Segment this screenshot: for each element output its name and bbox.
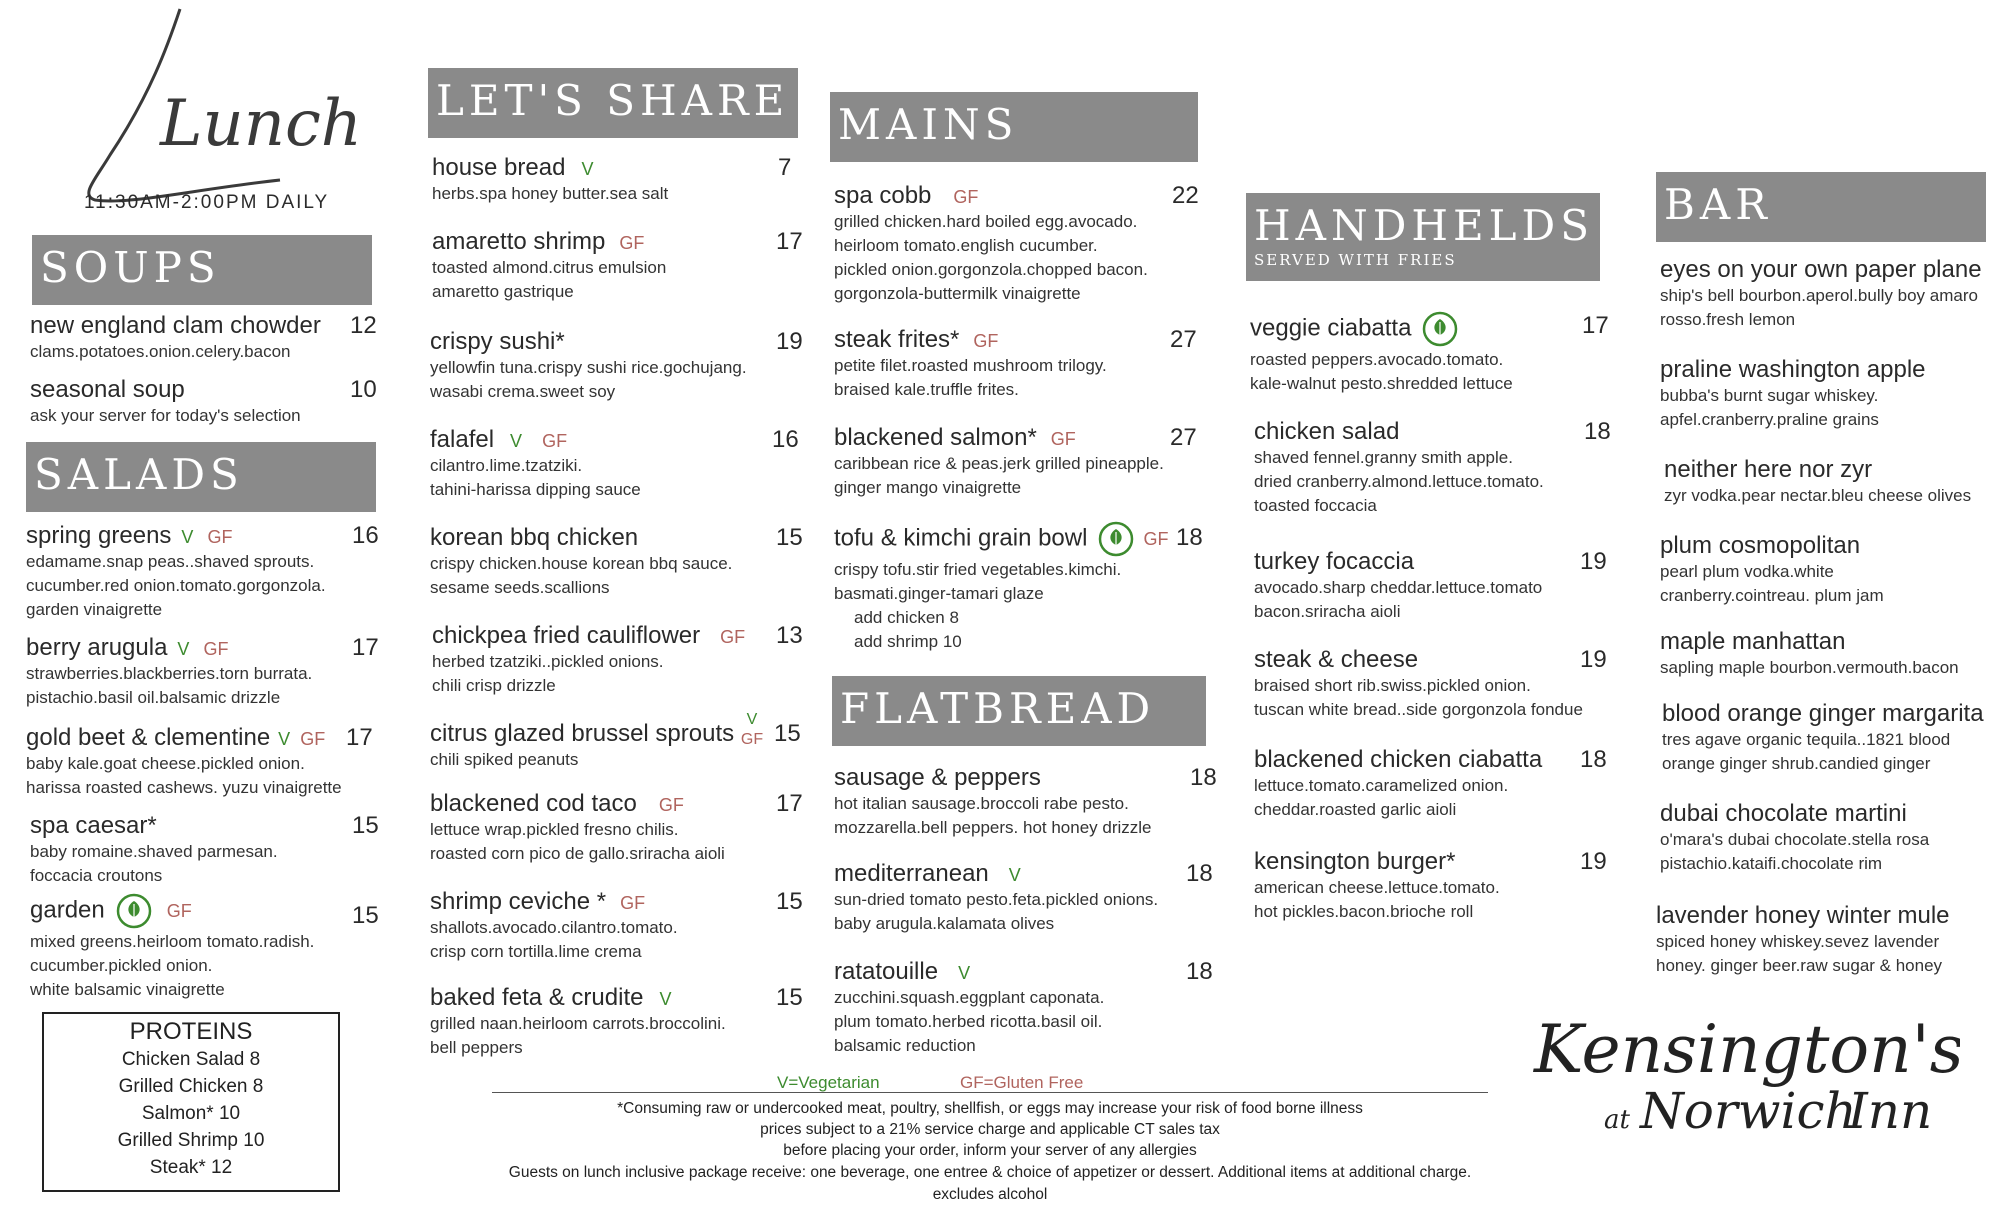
section-title: MAINS (838, 100, 1019, 149)
item-price: 19 (1580, 848, 1607, 875)
section-title: SALADS (34, 450, 244, 499)
item-desc: roasted corn pico de gallo.sriracha aioli (430, 844, 725, 863)
protein-item: Steak* 12 (149, 1157, 233, 1178)
item-desc: herbs.spa honey butter.sea salt (432, 184, 669, 203)
item-price: 13 (776, 622, 803, 649)
item-desc: basmati.ginger-tamari glaze (834, 584, 1044, 603)
brussel-sprouts-tags (740, 710, 764, 750)
item-desc: lettuce.tomato.caramelized onion. (1254, 776, 1509, 795)
item-desc: pistachio.basil oil.balsamic drizzle (26, 688, 281, 707)
menu-item-soup (30, 312, 321, 364)
item-desc: clams.potatoes.onion.celery.bacon (30, 342, 291, 361)
menu-item-soup (30, 376, 301, 428)
item-name: plum cosmopolitan (1660, 532, 1861, 559)
vegan-icon (1421, 310, 1459, 348)
menu-item-share (432, 622, 745, 698)
item-desc: yellowfin tuna.crispy sushi rice.gochujang. (430, 358, 747, 377)
brand-line2-at: at (1604, 1105, 1630, 1135)
item-desc: kale-walnut pesto.shredded lettuce (1250, 374, 1513, 393)
proteins-box (42, 1012, 340, 1192)
menu-item-main (834, 424, 1164, 500)
menu-item-handheld (1254, 418, 1544, 518)
item-name-text: spring greens (26, 522, 172, 549)
item-price: 18 (1580, 746, 1607, 773)
menu-item-share (430, 984, 726, 1060)
item-name: seasonal soup (30, 376, 185, 403)
item-name-text: falafel (430, 426, 495, 453)
item-name (26, 522, 326, 550)
item-desc: herbed tzatziki..pickled onions. (432, 652, 664, 671)
item-price: 19 (776, 328, 803, 355)
item-name-text: shrimp ceviche * (430, 888, 607, 915)
menu-item-share (430, 524, 732, 600)
item-desc: hot italian sausage.broccoli rabe pesto. (834, 794, 1129, 813)
item-desc: roasted peppers.avocado.tomato. (1250, 350, 1504, 369)
gluten-free-tag: GF (203, 639, 229, 659)
item-name-text: veggie ciabatta (1250, 314, 1412, 342)
legend-vegetarian: V=Vegetarian (777, 1073, 880, 1092)
vegan-icon (1097, 520, 1135, 558)
menu-item-share (432, 228, 666, 304)
item-price: 22 (1172, 182, 1199, 209)
item-name: praline washington apple (1660, 356, 1926, 383)
item-desc: pearl plum vodka.white (1660, 562, 1834, 581)
item-desc: bubba's burnt sugar whiskey. (1660, 386, 1879, 405)
menu-item-salad (26, 634, 312, 710)
item-name (834, 958, 1104, 986)
item-name (432, 228, 666, 256)
gluten-free-tag: GF (620, 893, 646, 913)
gluten-free-tag: GF (619, 233, 645, 253)
menu-item-flatbread (834, 958, 1104, 1058)
item-price: 15 (352, 902, 379, 929)
item-name (430, 426, 641, 454)
item-desc: harissa roasted cashews. yuzu vinaigrette (26, 778, 342, 797)
gluten-free-tag: GF (1143, 529, 1169, 550)
item-price: 15 (352, 812, 379, 839)
footer-line: prices subject to a 21% service charge and applicable CT sales tax (760, 1121, 1220, 1138)
item-desc: braised short rib.swiss.pickled onion. (1254, 676, 1531, 695)
item-name (432, 154, 668, 182)
item-price: 19 (1580, 548, 1607, 575)
item-name-text: house bread (432, 154, 566, 181)
item-desc: lettuce wrap.pickled fresno chilis. (430, 820, 679, 839)
item-desc: avocado.sharp cheddar.lettuce.tomato (1254, 578, 1543, 597)
banner-lets-share (428, 68, 798, 138)
item-name (834, 326, 1107, 354)
item-name: spa caesar* (30, 812, 157, 839)
vegetarian-tag: V (746, 711, 758, 728)
item-desc: chili crisp drizzle (432, 676, 556, 695)
vegetarian-tag: V (181, 527, 194, 547)
item-desc: white balsamic vinaigrette (30, 980, 225, 999)
item-desc: tres agave organic tequila..1821 blood (1662, 730, 1951, 749)
menu-item-handheld (1254, 746, 1542, 822)
item-price: 17 (352, 634, 379, 661)
item-desc: grilled naan.heirloom carrots.broccolini. (430, 1014, 726, 1033)
item-name: blood orange ginger margarita (1662, 700, 1984, 727)
footer-divider (492, 1092, 1488, 1093)
item-name: turkey focaccia (1254, 548, 1415, 575)
banner-flatbread (832, 676, 1206, 746)
item-desc: bell peppers (430, 1038, 523, 1057)
vegetarian-tag: V (659, 989, 672, 1009)
item-desc: grilled chicken.hard boiled egg.avocado. (834, 212, 1138, 231)
item-name (834, 520, 1168, 558)
protein-item: Salmon* 10 (141, 1103, 241, 1124)
item-name (430, 984, 726, 1012)
protein-item: Chicken Salad 8 (121, 1049, 261, 1070)
menu-item-flatbread (834, 764, 1152, 840)
gluten-free-tag: GF (300, 729, 326, 749)
item-desc: wasabi crema.sweet soy (430, 382, 616, 401)
item-desc: ask your server for today's selection (30, 406, 301, 425)
menu-item-main (834, 326, 1107, 402)
item-desc: bacon.sriracha aioli (1254, 602, 1401, 621)
item-desc: cranberry.cointreau. plum jam (1660, 586, 1884, 605)
menu-item-main (834, 520, 1168, 654)
item-name (430, 888, 678, 916)
menu-item-share (430, 888, 678, 964)
item-desc: garden vinaigrette (26, 600, 163, 619)
item-desc: plum tomato.herbed ricotta.basil oil. (834, 1012, 1103, 1031)
item-desc: mozzarella.bell peppers. hot honey drizzle (834, 818, 1152, 837)
footer-line: Guests on lunch inclusive package receive: one beverage, one entree & choice of appetizer or dessert. Additional items at additional charge. (508, 1164, 1472, 1181)
item-desc: orange ginger shrub.candied ginger (1662, 754, 1931, 773)
item-name-text: tofu & kimchi grain bowl (834, 524, 1088, 552)
menu-item-flatbread (834, 860, 1158, 936)
item-price: 12 (350, 312, 377, 339)
item-name (1250, 310, 1513, 348)
item-desc: shallots.avocado.cilantro.tomato. (430, 918, 678, 937)
item-name: citrus glazed brussel sprouts (430, 720, 735, 747)
item-desc: pickled onion.gorgonzola.chopped bacon. (834, 260, 1148, 279)
item-name: crispy sushi* (430, 328, 565, 355)
item-price: 18 (1176, 524, 1203, 551)
item-name: eyes on your own paper plane (1660, 256, 1982, 283)
item-desc: dried cranberry.almond.lettuce.tomato. (1254, 472, 1544, 491)
item-name-text: ratatouille (834, 958, 939, 985)
item-desc: gorgonzola-buttermilk vinaigrette (834, 284, 1081, 303)
item-addon: add chicken 8 (854, 608, 959, 627)
item-price: 17 (776, 228, 803, 255)
item-name: blackened chicken ciabatta (1254, 746, 1543, 773)
item-name-text: blackened salmon* (834, 424, 1037, 451)
item-desc: pistachio.kataifi.chocolate rim (1660, 854, 1883, 873)
item-name-text: baked feta & crudite (430, 984, 644, 1011)
brand-line2-name: Norwich (1640, 1082, 1857, 1140)
item-name (26, 724, 342, 752)
item-desc: caribbean rice & peas.jerk grilled pineapple. (834, 454, 1164, 473)
item-price: 15 (776, 888, 803, 915)
menu-item-handheld (1250, 310, 1513, 396)
vegan-icon (115, 892, 153, 930)
brand-line2-inn: Inn (1848, 1082, 1933, 1140)
banner-handhelds (1246, 193, 1600, 281)
item-name-text: mediterranean (834, 860, 989, 887)
menu-item-salad (30, 892, 314, 1002)
item-price: 27 (1170, 424, 1197, 451)
item-name: sausage & peppers (834, 764, 1041, 791)
item-desc: tahini-harissa dipping sauce (430, 480, 641, 499)
menu-item-bar (1660, 628, 1959, 680)
item-price: 19 (1580, 646, 1607, 673)
item-desc: honey. ginger beer.raw sugar & honey (1656, 956, 1943, 975)
item-price: 27 (1170, 326, 1197, 353)
legend-gluten-free: GF=Gluten Free (960, 1073, 1084, 1092)
gluten-free-tag: GF (1050, 429, 1076, 449)
banner-salads (26, 442, 376, 512)
item-desc: rosso.fresh lemon (1660, 310, 1796, 329)
item-name (432, 622, 745, 650)
gluten-free-tag: GF (207, 527, 233, 547)
item-name: new england clam chowder (30, 312, 321, 339)
gluten-free-tag: GF (953, 187, 979, 207)
hours: 11:30AM-2:00PM DAILY (84, 192, 330, 213)
menu-item-share (430, 790, 725, 866)
item-desc: cucumber.red onion.tomato.gorgonzola. (26, 576, 326, 595)
gluten-free-tag: GF (658, 795, 684, 815)
item-name-text: spa cobb (834, 182, 932, 209)
lunch-logo-art (40, 5, 370, 215)
menu-item-salad (26, 522, 326, 622)
item-desc: baby arugula.kalamata olives (834, 914, 1055, 933)
footer-line: *Consuming raw or undercooked meat, poultry, shellfish, or eggs may increase your risk of food borne illness (617, 1100, 1363, 1117)
item-desc: sesame seeds.scallions (430, 578, 610, 597)
item-price: 17 (776, 790, 803, 817)
item-desc: balsamic reduction (834, 1036, 976, 1055)
item-name: korean bbq chicken (430, 524, 639, 551)
item-desc: crispy tofu.stir fried vegetables.kimchi. (834, 560, 1122, 579)
banner-soups (32, 235, 372, 305)
banner-mains (830, 92, 1198, 162)
item-desc: o'mara's dubai chocolate.stella rosa (1660, 830, 1930, 849)
vegetarian-tag: V (1008, 865, 1021, 885)
item-desc: heirloom tomato.english cucumber. (834, 236, 1098, 255)
section-title: LET'S SHARE (436, 76, 790, 125)
item-desc: sapling maple bourbon.vermouth.bacon (1660, 658, 1959, 677)
item-price: 18 (1186, 958, 1213, 985)
lunch-logo (40, 5, 370, 215)
item-desc: toasted almond.citrus emulsion (432, 258, 667, 277)
item-desc: american cheese.lettuce.tomato. (1254, 878, 1500, 897)
menu-item-bar (1660, 532, 1884, 608)
vegetarian-tag: V (510, 431, 523, 451)
item-desc: cucumber.pickled onion. (30, 956, 213, 975)
item-name-text: blackened cod taco (430, 790, 637, 817)
menu-item-bar (1664, 456, 1971, 508)
item-desc: foccacia croutons (30, 866, 163, 885)
item-desc: cilantro.lime.tzatziki. (430, 456, 583, 475)
item-desc: mixed greens.heirloom tomato.radish. (30, 932, 315, 951)
item-desc: sun-dried tomato pesto.feta.pickled onions. (834, 890, 1159, 909)
menu-item-bar (1660, 356, 1926, 432)
item-desc: zucchini.squash.eggplant caponata. (834, 988, 1105, 1007)
footer-line: excludes alcohol (932, 1186, 1048, 1203)
item-desc: spiced honey whiskey.sevez lavender (1656, 932, 1940, 951)
item-desc: shaved fennel.granny smith apple. (1254, 448, 1513, 467)
gluten-free-tag: GF (740, 731, 764, 748)
item-desc: ginger mango vinaigrette (834, 478, 1022, 497)
item-name-text: garden (30, 896, 105, 924)
item-price: 15 (776, 524, 803, 551)
item-price: 15 (774, 720, 801, 747)
item-price: 17 (346, 724, 373, 751)
menu-item-handheld (1254, 548, 1542, 624)
menu-item-salad (30, 812, 278, 888)
item-price: 10 (350, 376, 377, 403)
item-name-text: berry arugula (26, 634, 168, 661)
item-desc: ship's bell bourbon.aperol.bully boy amaro (1660, 286, 1978, 305)
gluten-free-tag: GF (542, 431, 568, 451)
item-price: 16 (352, 522, 379, 549)
vegetarian-tag: V (581, 159, 594, 179)
item-name (30, 892, 314, 930)
item-name (834, 182, 1148, 210)
item-desc: strawberries.blackberries.torn burrata. (26, 664, 313, 683)
menu-item-share (430, 720, 734, 772)
menu-item-share (430, 328, 747, 404)
section-title: SOUPS (40, 243, 221, 292)
item-desc: tuscan white bread..side gorgonzola fondue (1254, 700, 1583, 719)
item-desc: toasted foccacia (1254, 496, 1377, 515)
menu-item-bar (1660, 800, 1929, 876)
protein-item: Grilled Shrimp 10 (117, 1130, 265, 1151)
section-title: FLATBREAD (840, 684, 1156, 733)
item-name-text: chickpea fried cauliflower (432, 622, 701, 649)
item-desc: hot pickles.bacon.brioche roll (1254, 902, 1474, 921)
item-desc: baby romaine.shaved parmesan. (30, 842, 278, 861)
item-name: lavender honey winter mule (1656, 902, 1950, 929)
item-desc: crisp corn tortilla.lime crema (430, 942, 642, 961)
item-name: kensington burger* (1254, 848, 1456, 875)
menu-item-share (432, 154, 668, 206)
item-name: neither here nor zyr (1664, 456, 1873, 483)
item-name: dubai chocolate martini (1660, 800, 1907, 827)
item-name (26, 634, 312, 662)
menu-item-main (834, 182, 1148, 306)
item-desc: petite filet.roasted mushroom trilogy. (834, 356, 1107, 375)
item-name-text: gold beet & clementine (26, 724, 271, 751)
item-name (834, 860, 1158, 888)
item-name (430, 790, 725, 818)
vegetarian-tag: V (177, 639, 190, 659)
item-addon: add shrimp 10 (854, 632, 962, 651)
menu-item-share (430, 426, 641, 502)
item-desc: crispy chicken.house korean bbq sauce. (430, 554, 733, 573)
menu-item-handheld (1254, 848, 1500, 924)
gluten-free-tag: GF (166, 901, 192, 922)
item-price: 15 (776, 984, 803, 1011)
item-name: chicken salad (1254, 418, 1400, 445)
gluten-free-tag: GF (973, 331, 999, 351)
section-title: HANDHELDS (1254, 201, 1595, 250)
item-desc: zyr vodka.pear nectar.bleu cheese olives (1664, 486, 1972, 505)
proteins-title: PROTEINS (129, 1018, 253, 1045)
section-subtitle: SERVED WITH FRIES (1254, 251, 1457, 269)
item-name (834, 424, 1164, 452)
gluten-free-tag: GF (720, 627, 746, 647)
banner-bar (1656, 172, 1986, 242)
vegetarian-tag: V (958, 963, 971, 983)
item-desc: edamame.snap peas..shaved sprouts. (26, 552, 315, 571)
item-desc: chili spiked peanuts (430, 750, 579, 769)
item-name: maple manhattan (1660, 628, 1846, 655)
protein-item: Grilled Chicken 8 (118, 1076, 264, 1097)
item-price: 18 (1186, 860, 1213, 887)
item-price: 17 (1582, 312, 1609, 339)
item-name-text: amaretto shrimp (432, 228, 606, 255)
item-desc: apfel.cranberry.praline grains (1660, 410, 1879, 429)
menu-item-handheld (1254, 646, 1583, 722)
menu-item-bar (1660, 256, 1982, 332)
item-desc: braised kale.truffle frites. (834, 380, 1019, 399)
section-title: BAR (1664, 180, 1772, 229)
item-price: 18 (1190, 764, 1217, 791)
footer-line: before placing your order, inform your server of any allergies (783, 1142, 1197, 1159)
item-price: 16 (772, 426, 799, 453)
item-price: 18 (1584, 418, 1611, 445)
menu-item-bar (1662, 700, 1984, 776)
item-price: 7 (778, 154, 792, 181)
item-desc: cheddar.roasted garlic aioli (1254, 800, 1457, 819)
lunch-script: Lunch (160, 87, 362, 161)
menu-item-salad (26, 724, 342, 800)
item-name: steak & cheese (1254, 646, 1419, 673)
item-name-text: steak frites* (834, 326, 960, 353)
item-desc: baby kale.goat cheese.pickled onion. (26, 754, 305, 773)
brand-line1: Kensington's (1534, 1011, 1960, 1088)
item-desc: amaretto gastrique (432, 282, 574, 301)
menu-item-bar (1656, 902, 1950, 978)
vegetarian-tag: V (278, 729, 291, 749)
